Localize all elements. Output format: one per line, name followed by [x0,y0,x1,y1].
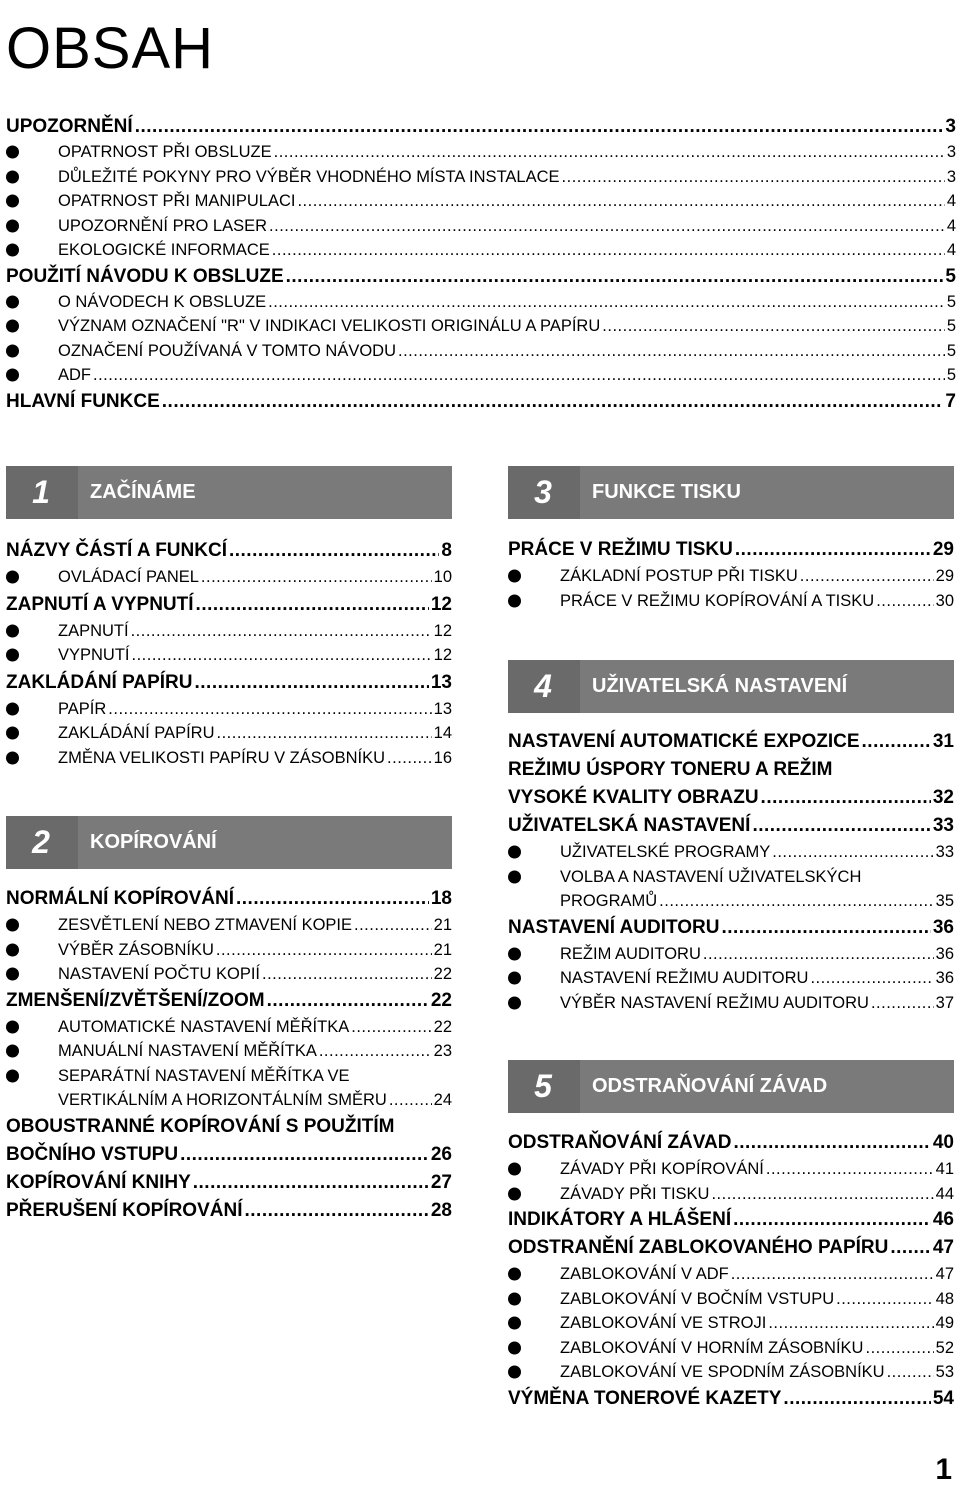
toc-item[interactable] [6,290,956,315]
toc-heading[interactable] [508,1206,954,1234]
dot-leader [180,1141,429,1169]
dot-leader [162,388,944,415]
toc-entry-page: 5 [945,265,956,287]
toc-entry-title: VOLBA A NASTAVENÍ UŽIVATELSKÝCH [560,867,862,886]
toc-entry-title: SEPARÁTNÍ NASTAVENÍ MĚŘÍTKA VE [58,1066,350,1085]
toc-entry-title: EKOLOGICKÉ INFORMACE [58,241,270,259]
toc-item[interactable] [508,564,954,589]
dot-leader [351,1015,431,1040]
toc-heading[interactable] [6,1169,452,1197]
dot-leader [196,590,429,619]
dot-leader [201,565,432,590]
toc-entry-title: OBOUSTRANNÉ KOPÍROVÁNÍ S POUŽITÍM [6,1115,395,1137]
toc-item[interactable] [6,238,956,263]
toc-item[interactable] [508,889,954,914]
toc-heading[interactable] [6,668,452,697]
toc-item[interactable] [508,1157,954,1182]
toc-entry-page: 44 [935,1184,954,1203]
dot-leader [703,942,934,967]
toc-entry-page: 53 [935,1363,954,1381]
toc-item[interactable] [508,1311,954,1336]
toc-entry-title: NASTAVENÍ AUDITORU [508,916,720,938]
dot-leader [269,214,945,239]
chapter-number: 1 [32,474,50,510]
toc-item[interactable] [6,913,452,938]
dot-leader [865,1336,933,1361]
dot-leader [800,564,934,589]
toc-item[interactable] [508,966,954,991]
toc-entry-page: 4 [946,216,956,235]
dot-leader [354,913,432,938]
toc-item[interactable] [6,746,452,771]
toc-heading[interactable] [508,536,954,564]
toc-entry-title: ADF [58,366,91,384]
dot-leader [398,339,945,364]
toc-heading[interactable] [6,1197,452,1225]
toc-heading[interactable] [6,1113,452,1141]
toc-entry-page: 5 [946,341,956,360]
toc-chapter-4 [508,728,954,1015]
toc-entry-title: HLAVNÍ FUNKCE [6,390,160,412]
toc-entry-title: ZAKLÁDÁNÍ PAPÍRU [6,671,193,693]
dot-leader [733,1129,930,1157]
toc-entry-title: ZABLOKOVÁNÍ VE SPODNÍM ZÁSOBNÍKU [560,1363,885,1381]
toc-item[interactable] [6,697,452,722]
toc-entry-page: 26 [430,1143,452,1165]
dot-leader [768,1311,933,1336]
chapter-number: 4 [534,668,552,704]
toc-entry-page: 36 [935,969,954,987]
dot-leader [132,643,432,668]
toc-entry-title: O NÁVODECH K OBSLUZE [58,292,267,311]
toc-entry-page: 24 [433,1091,452,1109]
dot-leader [268,290,945,315]
toc-entry-page: 12 [430,593,452,615]
dot-leader [602,314,945,339]
toc-heading[interactable] [6,1141,452,1169]
toc-entry-title: PRÁCE V REŽIMU TISKU [508,539,733,560]
toc-entry-page: 48 [935,1289,954,1308]
dot-leader [387,746,432,771]
toc-entry-page: 22 [433,965,452,983]
toc-item[interactable] [6,314,956,339]
chapter-number: 2 [32,824,50,860]
toc-entry-page: 30 [935,591,954,610]
toc-entry-title: REŽIMU ÚSPORY TONERU A REŽIM [508,759,833,780]
toc-entry-page: 28 [430,1199,452,1221]
toc-entry-page: 52 [935,1338,954,1357]
toc-entry-title: AUTOMATICKÉ NASTAVENÍ MĚŘÍTKA [58,1017,350,1036]
toc-entry-title: DŮLEŽITÉ POKYNY PRO VÝBĚR VHODNÉHO MÍSTA INSTALACE [58,167,560,186]
toc-entry-page: 21 [433,916,452,934]
toc-item[interactable] [6,643,452,668]
toc-item[interactable] [508,1287,954,1312]
toc-entry-title: UPOZORNĚNÍ PRO LASER [58,216,268,235]
toc-entry-page: 27 [430,1171,452,1193]
toc-chapter-2 [6,885,452,1225]
toc-item[interactable] [6,962,452,987]
toc-entry-page: 3 [946,167,956,186]
toc-item[interactable] [6,165,956,190]
dot-leader [108,697,431,722]
dot-leader [659,889,933,914]
chapter-title: ZAČÍNÁME [78,466,452,519]
toc-item[interactable] [6,565,452,590]
dot-leader [761,784,931,812]
page-title: OBSAH [6,16,215,81]
toc-item[interactable] [508,589,954,614]
toc-entry-title: VYSOKÉ KVALITY OBRAZU [508,787,759,808]
dot-leader [319,1039,432,1064]
toc-entry-page: 22 [430,989,452,1011]
dot-leader [267,987,429,1015]
toc-item[interactable] [508,1360,954,1385]
dot-leader [236,885,429,913]
toc-entry-page: 49 [935,1314,954,1332]
toc-entry-page: 40 [932,1132,954,1153]
chapter-title: KOPÍROVÁNÍ [78,816,452,869]
dot-leader [890,1234,930,1262]
toc-item[interactable] [6,1039,452,1064]
toc-heading[interactable] [6,885,452,913]
dot-leader [752,812,930,840]
chapter-number: 3 [534,474,552,510]
chapter-4-banner [508,660,954,713]
toc-entry-title: ZABLOKOVÁNÍ V HORNÍM ZÁSOBNÍKU [560,1338,864,1357]
toc-entry-title: MANUÁLNÍ NASTAVENÍ MĚŘÍTKA [58,1042,317,1060]
toc-entry-title: UŽIVATELSKÁ NASTAVENÍ [508,815,751,836]
toc-entry-page: 13 [430,671,452,693]
toc-entry-title: VÝBĚR ZÁSOBNÍKU [58,940,214,959]
chapter-title: FUNKCE TISKU [580,466,954,519]
dot-leader [272,238,945,263]
dot-leader [135,113,944,140]
toc-top-section [6,113,956,415]
dot-leader [229,536,439,565]
toc-entry-page: 36 [935,944,954,963]
dot-leader [244,1197,428,1225]
dot-leader [274,140,945,165]
toc-entry-title: ZABLOKOVÁNÍ VE STROJI [560,1314,767,1332]
toc-entry-page: 47 [932,1237,954,1258]
toc-entry-page: 5 [946,366,956,384]
toc-entry-title: VÝBĚR NASTAVENÍ REŽIMU AUDITORU [560,993,869,1012]
toc-item[interactable] [6,140,956,165]
chapter-5-banner [508,1060,954,1113]
dot-leader [772,840,933,865]
toc-heading[interactable] [508,784,954,812]
toc-entry-title: ZAPNUTÍ [58,621,129,640]
toc-entry-title: VERTIKÁLNÍM A HORIZONTÁLNÍM SMĚRU [58,1091,387,1109]
toc-entry-page: 22 [433,1017,452,1036]
toc-entry-title: UŽIVATELSKÉ PROGRAMY [560,843,771,861]
toc-item[interactable] [6,189,956,214]
toc-entry-page: 3 [945,116,956,137]
toc-entry-title: OPATRNOST PŘI OBSLUZE [58,143,272,161]
toc-entry-page: 46 [932,1209,954,1230]
toc-entry-page: 47 [935,1265,954,1283]
toc-entry-page: 13 [433,699,452,718]
dot-leader [562,165,945,190]
toc-entry-page: 35 [935,892,954,910]
dot-leader [731,1262,934,1287]
toc-entry-title: ZAKLÁDÁNÍ PAPÍRU [58,724,215,742]
dot-leader [93,363,945,388]
toc-entry-page: 10 [433,568,452,586]
toc-entry-title: ZABLOKOVÁNÍ V BOČNÍM VSTUPU [560,1289,835,1308]
toc-entry-title: KOPÍROVÁNÍ KNIHY [6,1171,191,1193]
toc-entry-page: 23 [433,1042,452,1060]
dot-leader [810,966,933,991]
toc-item[interactable] [508,1182,954,1207]
toc-entry-title: ZAPNUTÍ A VYPNUTÍ [6,593,194,615]
toc-entry-page: 5 [946,317,956,335]
toc-chapter-5 [508,1129,954,1413]
dot-leader [733,1206,931,1234]
toc-chapter-3 [508,536,954,613]
toc-entry-title: ODSTRAŇOVÁNÍ ZÁVAD [508,1132,732,1153]
chapter-2-banner [6,816,452,869]
dot-leader [216,721,431,746]
toc-entry-page: 4 [946,192,956,210]
toc-entry-title: ZÁVADY PŘI KOPÍROVÁNÍ [560,1160,764,1178]
toc-entry-page: 3 [946,143,956,161]
toc-entry-title: VÝZNAM OZNAČENÍ "R" V INDIKACI VELIKOSTI ORIGINÁLU A PAPÍRU [58,317,601,335]
toc-entry-page: 18 [430,888,452,909]
dot-leader [836,1287,934,1312]
toc-entry-title: ODSTRANĚNÍ ZABLOKOVANÉHO PAPÍRU [508,1237,889,1258]
toc-heading[interactable] [6,590,452,619]
toc-entry-title: NASTAVENÍ REŽIMU AUDITORU [560,969,809,987]
toc-item[interactable] [6,363,956,388]
toc-entry-title: PAPÍR [58,699,107,718]
dot-leader [262,962,432,987]
toc-item[interactable] [6,214,956,239]
chapter-number: 5 [534,1068,552,1104]
toc-entry-page: 31 [932,731,954,752]
dot-leader [887,1360,934,1385]
toc-entry-page: 37 [935,993,954,1012]
toc-heading[interactable] [508,756,954,784]
dot-leader [862,728,931,756]
dot-leader [297,189,944,214]
toc-entry-title: UPOZORNĚNÍ [6,116,133,137]
dot-leader [711,1182,933,1207]
dot-leader [193,1169,429,1197]
dot-leader [766,1157,934,1182]
toc-heading[interactable] [6,536,452,565]
toc-entry-page: 54 [932,1387,954,1409]
toc-entry-page: 36 [932,916,954,938]
chapter-title: UŽIVATELSKÁ NASTAVENÍ [580,660,954,713]
toc-entry-page: 5 [946,292,956,311]
toc-heading[interactable] [6,987,452,1015]
toc-item[interactable] [508,942,954,967]
toc-entry-title: PŘERUŠENÍ KOPÍROVÁNÍ [6,1199,243,1221]
toc-entry-page: 12 [433,646,452,664]
toc-item[interactable] [6,1015,452,1040]
toc-item[interactable] [508,865,954,890]
toc-heading[interactable] [6,388,956,415]
page-number: 1 [935,1453,952,1486]
toc-item[interactable] [508,1262,954,1287]
chapter-3-banner [508,466,954,519]
toc-entry-page: 33 [935,843,954,861]
toc-heading[interactable] [508,812,954,840]
toc-entry-page: 41 [935,1160,954,1178]
toc-entry-page: 16 [433,748,452,767]
toc-entry-page: 29 [935,567,954,585]
toc-entry-title: ZMĚNA VELIKOSTI PAPÍRU V ZÁSOBNÍKU [58,748,386,767]
toc-entry-title: VÝMĚNA TONEROVÉ KAZETY [508,1387,782,1409]
toc-heading[interactable] [508,1129,954,1157]
toc-entry-title: PRÁCE V REŽIMU KOPÍROVÁNÍ A TISKU [560,591,875,610]
toc-entry-title: PROGRAMŮ [560,892,658,910]
toc-heading[interactable] [6,113,956,140]
dot-leader [131,619,432,644]
toc-entry-page: 8 [441,540,452,561]
toc-item[interactable] [6,619,452,644]
toc-entry-page: 4 [946,241,956,259]
toc-item[interactable] [508,991,954,1016]
toc-heading[interactable] [6,263,956,290]
toc-entry-page: 14 [433,724,452,742]
dot-leader [286,263,944,290]
dot-leader [194,668,428,697]
toc-entry-title: POUŽITÍ NÁVODU K OBSLUZE [6,265,284,287]
dot-leader [735,536,931,564]
toc-entry-title: ZMENŠENÍ/ZVĚTŠENÍ/ZOOM [6,989,265,1011]
toc-item[interactable] [6,721,452,746]
dot-leader [876,589,933,614]
toc-entry-title: ZÁVADY PŘI TISKU [560,1184,710,1203]
toc-heading[interactable] [508,914,954,942]
toc-entry-page: 12 [433,621,452,640]
dot-leader [871,991,934,1016]
toc-entry-title: OPATRNOST PŘI MANIPULACI [58,192,296,210]
toc-heading[interactable] [508,1385,954,1413]
dot-leader [783,1385,930,1413]
toc-entry-page: 21 [433,940,452,959]
dot-leader [389,1088,432,1113]
toc-entry-title: NASTAVENÍ POČTU KOPIÍ [58,965,261,983]
dot-leader [721,914,930,942]
toc-entry-page: 29 [932,539,954,560]
toc-entry-title: NORMÁLNÍ KOPÍROVÁNÍ [6,888,234,909]
toc-entry-title: NÁZVY ČÁSTÍ A FUNKCÍ [6,540,227,561]
dot-leader [216,938,432,963]
toc-item[interactable] [6,1088,452,1113]
toc-entry-title: REŽIM AUDITORU [560,944,701,963]
toc-chapter-1 [6,536,452,770]
toc-heading[interactable] [508,728,954,756]
toc-entry-title: VYPNUTÍ [58,646,130,664]
toc-entry-title: BOČNÍHO VSTUPU [6,1143,179,1165]
toc-entry-page: 32 [932,787,954,808]
toc-entry-title: INDIKÁTORY A HLÁŠENÍ [508,1209,732,1230]
toc-item[interactable] [6,339,956,364]
toc-entry-title: ZÁKLADNÍ POSTUP PŘI TISKU [560,567,798,585]
toc-item[interactable] [508,1336,954,1361]
toc-item[interactable] [6,938,452,963]
toc-entry-page: 7 [945,390,956,412]
chapter-1-banner [6,466,452,519]
toc-entry-title: ZABLOKOVÁNÍ V ADF [560,1265,729,1283]
toc-item[interactable] [6,1064,452,1089]
toc-entry-title: ZESVĚTLENÍ NEBO ZTMAVENÍ KOPIE [58,916,353,934]
toc-entry-title: NASTAVENÍ AUTOMATICKÉ EXPOZICE [508,731,860,752]
chapter-title: ODSTRAŇOVÁNÍ ZÁVAD [580,1060,954,1113]
toc-heading[interactable] [508,1234,954,1262]
toc-entry-title: OZNAČENÍ POUŽÍVANÁ V TOMTO NÁVODU [58,341,396,360]
toc-entry-page: 33 [932,815,954,836]
toc-item[interactable] [508,840,954,865]
toc-entry-title: OVLÁDACÍ PANEL [58,568,199,586]
